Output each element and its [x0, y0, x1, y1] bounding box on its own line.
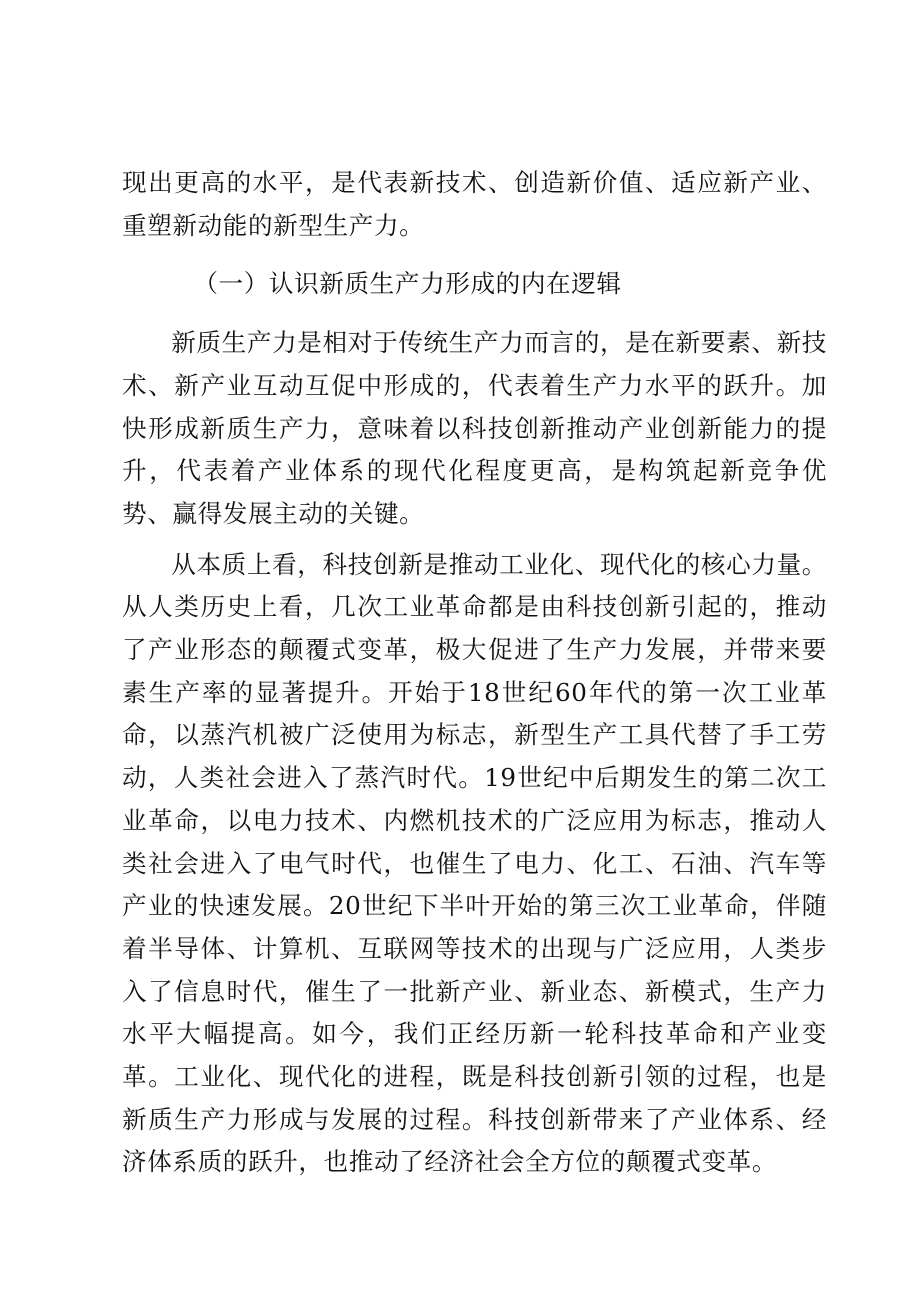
continuation-paragraph: 现出更高的水平，是代表新技术、创造新价值、适应新产业、重塑新动能的新型生产力。	[122, 168, 827, 240]
section-heading: （一）认识新质生产力形成的内在逻辑	[193, 269, 622, 299]
body-paragraph-1: 新质生产力是相对于传统生产力而言的，是在新要素、新技术、新产业互动互促中形成的，代表着生产力水平的跃升。加快形成新质生产力，意味着以科技创新推动产业创新能力的提升，代表着产业体系的现代化程度更高，是构筑起新竞争优势、赢得发展主动的关键。	[122, 328, 827, 528]
document-body	[122, 162, 827, 1184]
body-paragraph-2: 从本质上看，科技创新是推动工业化、现代化的核心力量。从人类历史上看，几次工业革命都是由科技创新引起的，推动了产业形态的颠覆式变革，极大促进了生产力发展，并带来要素生产率的显著提升。开始于18世纪60年代的第一次工业革命，以蒸汽机被广泛使用为标志，新型生产工具代替了手工劳动，人类社会进入了蒸汽时代。19世纪中后期发生的第二次工业革命，以电力技术、内燃机技术的广泛应用为标志，推动人类社会进入了电气时代，也催生了电力、化工、石油、汽车等产业的快速发展。20世纪下半叶开始的第三次工业革命，伴随着半导体、计算机、互联网等技术的出现与广泛应用，人类步入了信息时代，催生了一批新产业、新业态、新模式，生产力水平大幅提高。如今，我们正经历新一轮科技革命和产业变革。工业化、现代化的进程，既是科技创新引领的过程，也是新质生产力形成与发展的过程。科技创新带来了产业体系、经济体系质的跃升，也推动了经济社会全方位的颠覆式变革。	[122, 549, 827, 1177]
